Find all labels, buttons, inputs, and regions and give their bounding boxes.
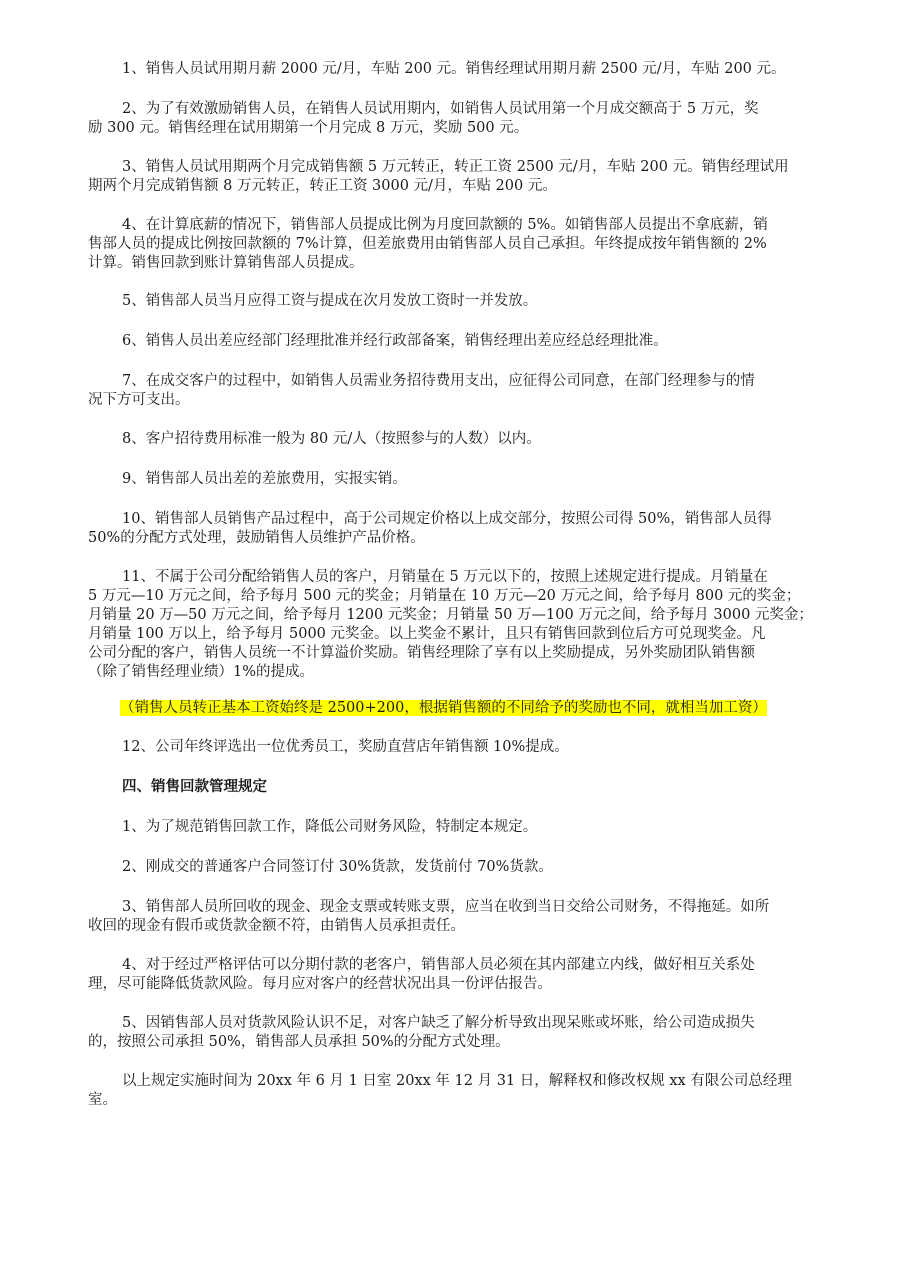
paragraph-9 (88, 470, 830, 489)
paragraph-11 (88, 568, 830, 682)
paragraph-11-line-2: 5 万元—10 万元之间，给予每月 500 元的奖金；月销量在 10 万元—20 万元之间，给予每月 800 元的奖金； (88, 588, 801, 604)
rule-1-line-1: 1、为了规范销售回款工作，降低公司财务风险，特制定本规定。 (122, 819, 538, 835)
paragraph-2-line-1: 2、为了有效激励销售人员，在销售人员试用期内，如销售人员试用第一个月成交额高于 5 万元，奖 (122, 101, 759, 117)
paragraph-10-line-2: 50%的分配方式处理，鼓励销售人员维护产品价格。 (88, 530, 425, 546)
section-heading-text: 四、销售回款管理规定 (122, 779, 267, 795)
paragraph-12-line-1: 12、公司年终评选出一位优秀员工，奖励直营店年销售额 10%提成。 (122, 739, 569, 755)
paragraph-11-line-3: 月销量 20 万—50 万元之间，给予每月 1200 元奖金；月销量 50 万—100 万元之间，给予每月 3000 元奖金； (88, 607, 813, 623)
paragraph-3-line-2: 期两个月完成销售额 8 万元转正，转正工资 3000 元/月，车贴 200 元。 (88, 178, 557, 194)
paragraph-8-line-1: 8、客户招待费用标准一般为 80 元/人（按照参与的人数）以内。 (122, 431, 541, 447)
rule-5-line-2: 的，按照公司承担 50%，销售部人员承担 50%的分配方式处理。 (88, 1034, 510, 1050)
paragraph-5-line-1: 5、销售部人员当月应得工资与提成在次月发放工资时一并发放。 (122, 293, 538, 309)
paragraph-4-line-2: 售部人员的提成比例按回款额的 7%计算，但差旅费用由销售部人员自己承担。年终提成按年销售额的 2% (88, 236, 767, 252)
paragraph-10-line-1: 10、销售部人员销售产品过程中，高于公司规定价格以上成交部分，按照公司得 50%，销售部人员得 (122, 511, 772, 527)
paragraph-5 (88, 292, 830, 311)
paragraph-4 (88, 216, 830, 273)
paragraph-4-line-3: 计算。销售回款到账计算销售部人员提成。 (88, 255, 364, 271)
highlighted-note-text: （销售人员转正基本工资始终是 2500+200，根据销售额的不同给予的奖励也不同，就相当加工资） (120, 700, 767, 716)
rule-2-line-1: 2、刚成交的普通客户合同签订付 30%货款，发货前付 70%货款。 (122, 859, 553, 875)
rule-4-line-1: 4、对于经过严格评估可以分期付款的老客户，销售部人员必须在其内部建立内线，做好相互关系处 (122, 957, 755, 973)
closing-statement-line-2: 室。 (88, 1092, 117, 1108)
paragraph-9-line-1: 9、销售部人员出差的差旅费用，实报实销。 (122, 471, 407, 487)
paragraph-4-line-1: 4、在计算底薪的情况下，销售部人员提成比例为月度回款额的 5%。如销售部人员提出不拿底薪，销 (122, 217, 768, 233)
closing-statement (88, 1072, 830, 1110)
paragraph-3-line-1: 3、销售人员试用期两个月完成销售额 5 万元转正，转正工资 2500 元/月，车贴 200 元。销售经理试用 (122, 159, 789, 175)
paragraph-11-line-6: （除了销售经理业绩）1%的提成。 (88, 664, 315, 680)
rule-5-line-1: 5、因销售部人员对货款风险认识不足，对客户缺乏了解分析导致出现呆账或坏账，给公司造成损失 (122, 1015, 755, 1031)
paragraph-10 (88, 510, 830, 548)
rule-5 (88, 1014, 830, 1052)
paragraph-7 (88, 372, 830, 410)
rule-2 (88, 858, 830, 877)
paragraph-1-line-1: 1、销售人员试用期月薪 2000 元/月，车贴 200 元。销售经理试用期月薪 2500 元/月，车贴 200 元。 (122, 61, 786, 77)
rule-3 (88, 898, 830, 936)
rule-4 (88, 956, 830, 994)
paragraph-11-line-4: 月销量 100 万以上，给予每月 5000 元奖金。以上奖金不累计，且只有销售回款到位后方可兑现奖金。凡 (88, 626, 766, 642)
paragraph-11-line-5: 公司分配的客户，销售人员统一不计算溢价奖励。销售经理除了享有以上奖励提成，另外奖励团队销售额 (88, 645, 755, 661)
highlighted-note (120, 699, 830, 718)
paragraph-7-line-1: 7、在成交客户的过程中，如销售人员需业务招待费用支出，应征得公司同意，在部门经理参与的情 (122, 373, 755, 389)
paragraph-11-line-1: 11、不属于公司分配给销售人员的客户，月销量在 5 万元以下的，按照上述规定进行提成。月销量在 (122, 569, 768, 585)
section-heading (88, 778, 830, 797)
paragraph-8 (88, 430, 830, 449)
paragraph-7-line-2: 况下方可支出。 (88, 392, 190, 408)
paragraph-6-line-1: 6、销售人员出差应经部门经理批准并经行政部备案，销售经理出差应经总经理批准。 (122, 333, 668, 349)
paragraph-2-line-2: 励 300 元。销售经理在试用期第一个月完成 8 万元，奖励 500 元。 (88, 120, 529, 136)
rule-3-line-2: 收回的现金有假币或货款金额不符，由销售人员承担责任。 (88, 918, 465, 934)
paragraph-2 (88, 100, 830, 138)
rule-3-line-1: 3、销售部人员所回收的现金、现金支票或转账支票，应当在收到当日交给公司财务，不得拖延。如所 (122, 899, 770, 915)
paragraph-1 (88, 60, 830, 79)
paragraph-12 (88, 738, 830, 757)
rule-4-line-2: 理，尽可能降低货款风险。每月应对客户的经营状况出具一份评估报告。 (88, 976, 552, 992)
paragraph-3 (88, 158, 830, 196)
paragraph-6 (88, 332, 830, 351)
rule-1 (88, 818, 830, 837)
closing-statement-line-1: 以上规定实施时间为 20xx 年 6 月 1 日室 20xx 年 12 月 31 日，解释权和修改权规 xx 有限公司总经理 (122, 1073, 792, 1089)
